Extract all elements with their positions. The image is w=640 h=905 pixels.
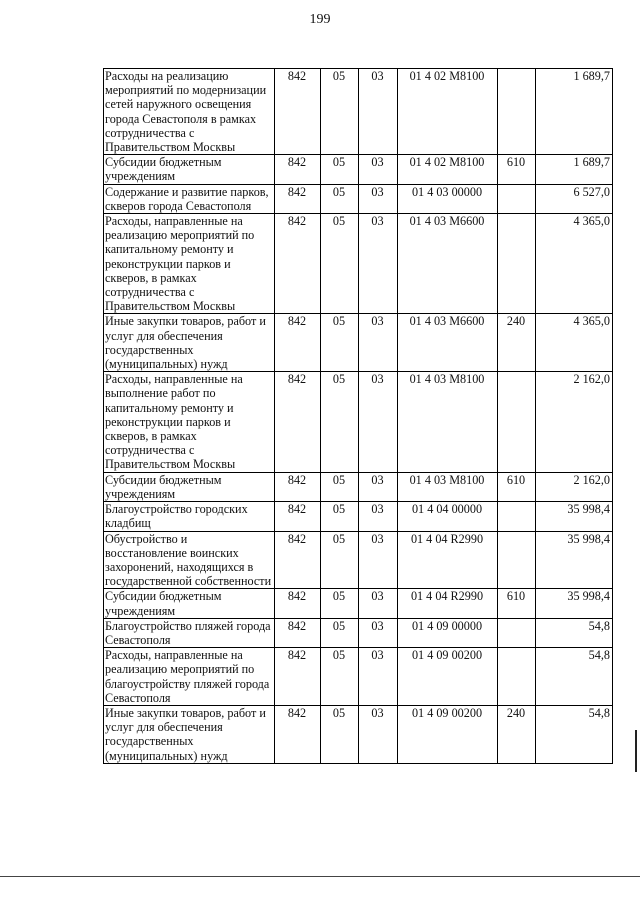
subsection-code-cell: 03 — [359, 184, 398, 213]
expense-type-cell — [498, 184, 536, 213]
table-row — [104, 502, 613, 531]
target-article-cell: 01 4 09 00000 — [398, 618, 498, 647]
section-code-cell: 05 — [321, 372, 359, 472]
target-article-cell: 01 4 09 00200 — [398, 705, 498, 763]
subsection-code-cell: 03 — [359, 705, 398, 763]
expense-name-cell: Расходы, направленные на выполнение работ по капитальному ремонту и реконструкции парков и скверов, в рамках сотрудничества с Правительством Москвы — [104, 372, 275, 472]
ministry-code-cell: 842 — [275, 648, 321, 706]
budget-table — [103, 68, 613, 764]
target-article-cell: 01 4 04 R2990 — [398, 589, 498, 618]
target-article-cell: 01 4 03 00000 — [398, 184, 498, 213]
expense-name-cell: Субсидии бюджетным учреждениям — [104, 155, 275, 184]
ministry-code-cell: 842 — [275, 502, 321, 531]
expense-name-cell: Благоустройство пляжей города Севастополя — [104, 618, 275, 647]
expense-type-cell: 610 — [498, 472, 536, 501]
ministry-code-cell: 842 — [275, 184, 321, 213]
target-article-cell: 01 4 02 M8100 — [398, 69, 498, 155]
subsection-code-cell: 03 — [359, 372, 398, 472]
amount-cell: 54,8 — [536, 705, 613, 763]
table-row — [104, 472, 613, 501]
expense-name-cell: Расходы, направленные на реализацию мероприятий по капитальному ремонту и реконструкции парков и скверов, в рамках сотрудничества с Правительством Москвы — [104, 214, 275, 314]
section-code-cell: 05 — [321, 472, 359, 501]
amount-cell: 54,8 — [536, 648, 613, 706]
subsection-code-cell: 03 — [359, 531, 398, 589]
target-article-cell: 01 4 03 M8100 — [398, 472, 498, 501]
ministry-code-cell: 842 — [275, 589, 321, 618]
budget-table-body — [104, 69, 613, 764]
table-row — [104, 589, 613, 618]
section-code-cell: 05 — [321, 705, 359, 763]
subsection-code-cell: 03 — [359, 618, 398, 647]
target-article-cell: 01 4 04 R2990 — [398, 531, 498, 589]
ministry-code-cell: 842 — [275, 372, 321, 472]
ministry-code-cell: 842 — [275, 705, 321, 763]
amount-cell: 35 998,4 — [536, 589, 613, 618]
table-row — [104, 155, 613, 184]
section-code-cell: 05 — [321, 502, 359, 531]
ministry-code-cell: 842 — [275, 314, 321, 372]
expense-type-cell — [498, 214, 536, 314]
table-row — [104, 214, 613, 314]
expense-name-cell: Благоустройство городских кладбищ — [104, 502, 275, 531]
section-code-cell: 05 — [321, 618, 359, 647]
subsection-code-cell: 03 — [359, 648, 398, 706]
expense-name-cell: Расходы, направленные на реализацию мероприятий по благоустройству пляжей города Севастополя — [104, 648, 275, 706]
expense-type-cell: 610 — [498, 589, 536, 618]
subsection-code-cell: 03 — [359, 502, 398, 531]
target-article-cell: 01 4 03 M6600 — [398, 214, 498, 314]
expense-type-cell — [498, 618, 536, 647]
ministry-code-cell: 842 — [275, 618, 321, 647]
expense-name-cell: Иные закупки товаров, работ и услуг для обеспечения государственных (муниципальных) нужд — [104, 705, 275, 763]
target-article-cell: 01 4 04 00000 — [398, 502, 498, 531]
section-code-cell: 05 — [321, 214, 359, 314]
expense-type-cell: 240 — [498, 314, 536, 372]
expense-type-cell — [498, 648, 536, 706]
amount-cell: 35 998,4 — [536, 531, 613, 589]
expense-name-cell: Расходы на реализацию мероприятий по модернизации сетей наружного освещения города Севастополя в рамках сотрудничества с Правительством Москвы — [104, 69, 275, 155]
subsection-code-cell: 03 — [359, 214, 398, 314]
table-row — [104, 531, 613, 589]
table-row — [104, 618, 613, 647]
amount-cell: 1 689,7 — [536, 155, 613, 184]
expense-type-cell — [498, 69, 536, 155]
subsection-code-cell: 03 — [359, 314, 398, 372]
expense-name-cell: Иные закупки товаров, работ и услуг для обеспечения государственных (муниципальных) нужд — [104, 314, 275, 372]
page-bottom-rule — [0, 876, 640, 877]
subsection-code-cell: 03 — [359, 155, 398, 184]
amount-cell: 1 689,7 — [536, 69, 613, 155]
table-row — [104, 648, 613, 706]
amount-cell: 2 162,0 — [536, 372, 613, 472]
target-article-cell: 01 4 03 M6600 — [398, 314, 498, 372]
expense-type-cell — [498, 502, 536, 531]
target-article-cell: 01 4 03 M8100 — [398, 372, 498, 472]
margin-mark — [635, 730, 637, 772]
expense-name-cell: Обустройство и восстановление воинских захоронений, находящихся в государственной собственности — [104, 531, 275, 589]
section-code-cell: 05 — [321, 69, 359, 155]
amount-cell: 54,8 — [536, 618, 613, 647]
amount-cell: 2 162,0 — [536, 472, 613, 501]
subsection-code-cell: 03 — [359, 589, 398, 618]
amount-cell: 35 998,4 — [536, 502, 613, 531]
expense-name-cell: Содержание и развитие парков, скверов города Севастополя — [104, 184, 275, 213]
expense-type-cell — [498, 372, 536, 472]
table-row — [104, 372, 613, 472]
section-code-cell: 05 — [321, 589, 359, 618]
section-code-cell: 05 — [321, 155, 359, 184]
ministry-code-cell: 842 — [275, 155, 321, 184]
table-row — [104, 705, 613, 763]
section-code-cell: 05 — [321, 314, 359, 372]
expense-name-cell: Субсидии бюджетным учреждениям — [104, 589, 275, 618]
section-code-cell: 05 — [321, 184, 359, 213]
ministry-code-cell: 842 — [275, 69, 321, 155]
target-article-cell: 01 4 02 M8100 — [398, 155, 498, 184]
subsection-code-cell: 03 — [359, 69, 398, 155]
expense-type-cell — [498, 531, 536, 589]
ministry-code-cell: 842 — [275, 472, 321, 501]
expense-type-cell: 240 — [498, 705, 536, 763]
ministry-code-cell: 842 — [275, 531, 321, 589]
amount-cell: 4 365,0 — [536, 314, 613, 372]
target-article-cell: 01 4 09 00200 — [398, 648, 498, 706]
amount-cell: 4 365,0 — [536, 214, 613, 314]
section-code-cell: 05 — [321, 648, 359, 706]
section-code-cell: 05 — [321, 531, 359, 589]
table-row — [104, 314, 613, 372]
expense-type-cell: 610 — [498, 155, 536, 184]
subsection-code-cell: 03 — [359, 472, 398, 501]
table-row — [104, 184, 613, 213]
amount-cell: 6 527,0 — [536, 184, 613, 213]
page-number: 199 — [309, 12, 331, 27]
ministry-code-cell: 842 — [275, 214, 321, 314]
expense-name-cell: Субсидии бюджетным учреждениям — [104, 472, 275, 501]
table-row — [104, 69, 613, 155]
